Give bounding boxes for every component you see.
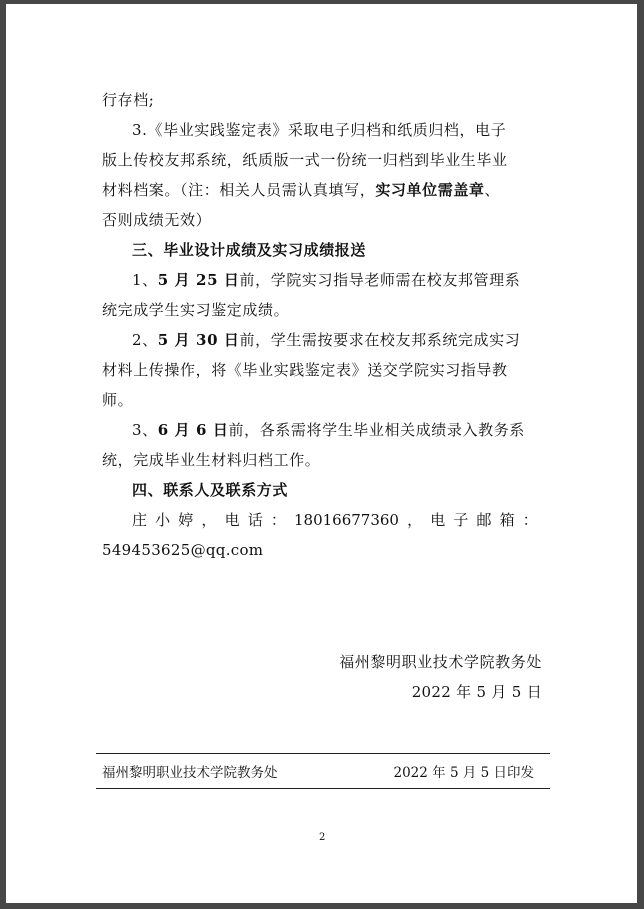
email-colon: ： — [522, 511, 538, 529]
footer-org: 福州黎明职业技术学院教务处 — [102, 765, 278, 781]
item-number-2: 2、 — [132, 331, 158, 349]
phone-label-char-1: 电 — [224, 511, 240, 529]
text-line-13: 统，完成毕业生材料归档工作。 — [102, 451, 321, 469]
text-line-3: 版上传校友邦系统，纸质版一式一份统一归档到毕业生毕业 — [102, 151, 508, 169]
email-label-char-4: 箱 — [499, 511, 515, 529]
contact-name-char-3: 婷 — [178, 511, 194, 529]
contact-email: 549453625@qq.com — [102, 541, 264, 559]
contact-name-char-1: 庄 — [132, 511, 148, 529]
phone-colon: ： — [270, 511, 286, 529]
contact-line — [132, 510, 538, 530]
item-text-2: 前，学生需按要求在校友邦系统完成实习 — [239, 331, 521, 349]
contact-comma-1: ， — [201, 511, 217, 529]
text-line-9 — [132, 330, 520, 350]
text-line-10: 材料上传操作，将《毕业实践鉴定表》送交学院实习指导教 — [102, 361, 508, 379]
item-number-3: 3、 — [132, 421, 158, 439]
footer-top-rule — [96, 753, 550, 754]
contact-name-char-2: 小 — [155, 511, 171, 529]
signature-org: 福州黎明职业技术学院教务处 — [339, 653, 542, 671]
item-text-3: 前，各系需将学生毕业相关成绩录入教务系 — [228, 421, 525, 439]
item-text-1: 前，学院实习指导老师需在校友邦管理系 — [239, 271, 521, 289]
text-line-4 — [102, 180, 500, 200]
item-number-1: 1、 — [132, 271, 158, 289]
deadline-date-2: 5 月 30 日 — [157, 331, 240, 349]
text-line-8: 统完成学生实习鉴定成绩。 — [102, 301, 290, 319]
text-line-4-part-1: 材料档案。（注：相关人员需认真填写， — [102, 181, 376, 199]
phone-label-char-2: 话 — [247, 511, 263, 529]
section-heading-3: 三、毕业设计成绩及实习成绩报送 — [132, 241, 367, 259]
text-line-7 — [132, 270, 520, 290]
email-label-char-1: 电 — [430, 511, 446, 529]
phone-number: 18016677360 — [293, 511, 399, 529]
section-heading-4: 四、联系人及联系方式 — [132, 481, 289, 499]
email-label-char-3: 邮 — [476, 511, 492, 529]
text-line-11: 师。 — [102, 391, 134, 409]
text-line-12 — [132, 420, 525, 440]
seal-required-emphasis: 实习单位需盖章 — [375, 181, 485, 199]
text-line-4-part-3: 、 — [484, 181, 501, 199]
footer-bottom-rule — [96, 788, 550, 789]
deadline-date-1: 5 月 25 日 — [157, 271, 240, 289]
signature-date: 2022 年 5 月 5 日 — [411, 683, 542, 701]
deadline-date-3: 6 月 6 日 — [157, 421, 229, 439]
contact-comma-2: ， — [407, 511, 423, 529]
page-number: 2 — [319, 832, 326, 843]
text-line-5: 否则成绩无效） — [102, 211, 212, 229]
text-line-1: 行存档; — [102, 91, 155, 109]
footer-print-date: 2022 年 5 月 5 日印发 — [393, 765, 534, 781]
text-line-2: 3.《毕业实践鉴定表》采取电子归档和纸质归档，电子 — [132, 121, 507, 139]
email-label-char-2: 子 — [453, 511, 469, 529]
